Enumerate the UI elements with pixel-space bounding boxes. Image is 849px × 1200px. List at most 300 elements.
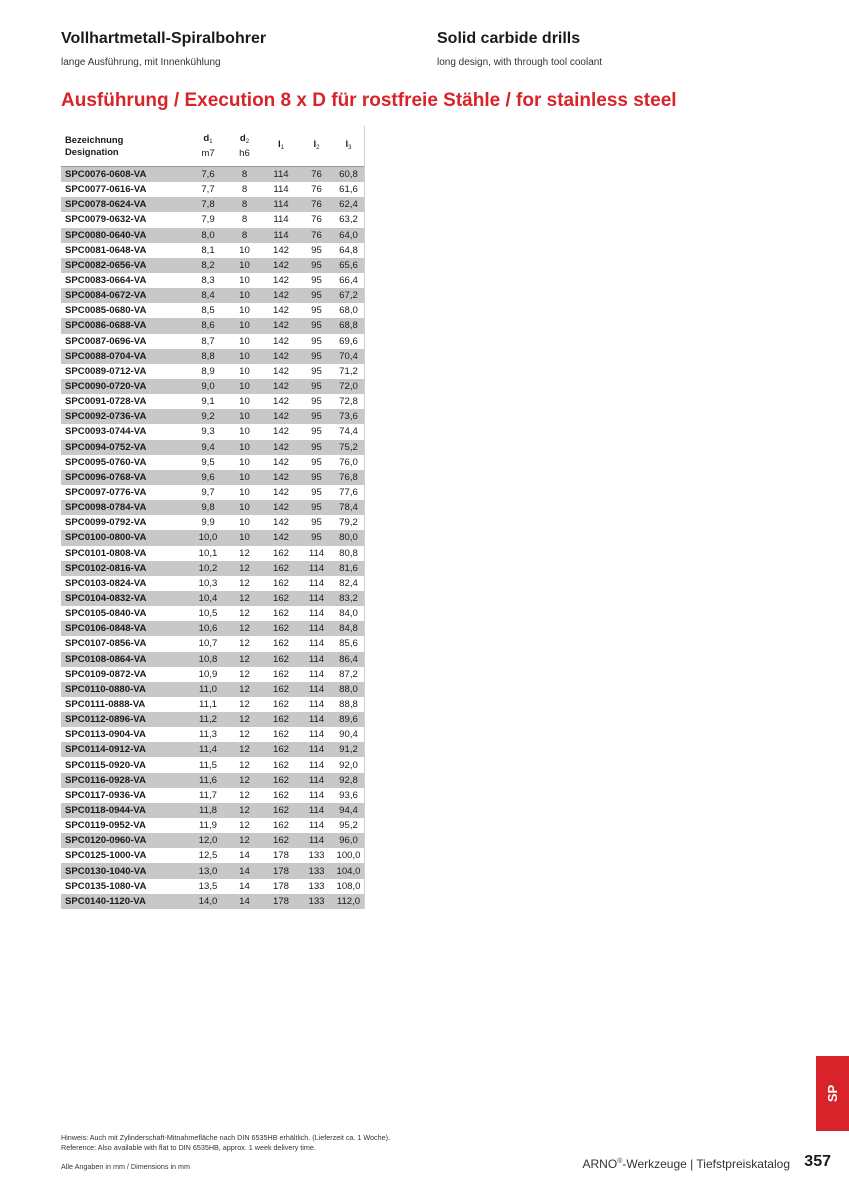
cell-d2: 10 — [227, 288, 262, 303]
cell-d1: 9,4 — [189, 440, 227, 455]
cell-l3: 92,8 — [333, 773, 364, 788]
cell-l3: 84,8 — [333, 621, 364, 636]
cell-designation: SPC0081-0648-VA — [65, 244, 147, 256]
table-row — [61, 258, 364, 273]
footer-brand: ARNO®-Werkzeuge | Tiefstpreiskatalog — [582, 1157, 790, 1171]
cell-designation: SPC0099-0792-VA — [65, 517, 147, 529]
table-row — [61, 894, 364, 909]
cell-designation: SPC0076-0608-VA — [61, 167, 189, 183]
product-table-container — [61, 126, 365, 909]
cell-d2: 14 — [239, 880, 250, 892]
cell-d2: 12 — [227, 833, 262, 848]
cell-l3: 74,4 — [339, 426, 358, 438]
cell-designation: SPC0111-0888-VA — [65, 698, 146, 710]
table-row — [61, 424, 364, 439]
cell-l1: 142 — [262, 500, 300, 515]
table-row — [61, 273, 364, 288]
cell-l3: 86,4 — [333, 652, 364, 667]
cell-l3: 108,0 — [336, 880, 361, 892]
cell-d1: 14,0 — [189, 894, 227, 909]
cell-designation: SPC0100-0800-VA — [61, 530, 189, 545]
cell-l2: 95 — [300, 349, 333, 364]
table-row — [61, 500, 364, 515]
table-row — [61, 591, 364, 606]
cell-d1: 8,8 — [189, 349, 227, 364]
hint-german: Hinweis: Auch mit Zylinderschaft-Mitnahmefläche nach DIN 6535HB erhältlich. (Lieferzeit ca. 1 Woche). — [61, 1133, 391, 1142]
cell-d1: 11,1 — [199, 698, 217, 710]
cell-d1: 9,8 — [189, 500, 227, 515]
cell-d2: 12 — [239, 668, 250, 680]
cell-l3: 81,6 — [333, 561, 364, 576]
cell-l1: 162 — [272, 668, 289, 680]
cell-designation: SPC0102-0816-VA — [61, 561, 189, 576]
header-d1: $d_1$ m7 — [189, 126, 227, 167]
cell-l3: 83,2 — [333, 591, 364, 606]
cell-l1: 142 — [272, 426, 289, 438]
cell-d1: 11,7 — [199, 789, 217, 801]
cell-d1: 9,2 — [189, 409, 227, 424]
cell-d2: 10 — [227, 470, 262, 485]
subtitle-german: lange Ausführung, mit Innenkühlung — [61, 57, 221, 68]
table-row — [61, 848, 364, 863]
cell-designation: SPC0078-0624-VA — [61, 197, 189, 212]
cell-designation: SPC0096-0768-VA — [61, 470, 189, 485]
table-row — [61, 530, 364, 545]
cell-d1: 8,2 — [189, 258, 227, 273]
cell-d1: 10,9 — [198, 668, 218, 680]
cell-designation: SPC0084-0672-VA — [61, 288, 189, 303]
cell-d2: 10 — [227, 440, 262, 455]
cell-d2: 8 — [241, 214, 248, 226]
cell-d1: 9,3 — [201, 426, 215, 438]
cell-d2: 12 — [227, 561, 262, 576]
cell-l1: 162 — [272, 608, 289, 620]
cell-d2: 10 — [239, 456, 250, 468]
cell-designation: SPC0082-0656-VA — [61, 258, 189, 273]
cell-d2: 8 — [227, 167, 262, 183]
table-row — [61, 636, 364, 651]
cell-d1: 10,3 — [198, 577, 218, 589]
table-row — [61, 409, 364, 424]
cell-designation: SPC0125-1000-VA — [65, 850, 147, 862]
cell-l1: 142 — [272, 456, 289, 468]
cell-l3: 80,0 — [333, 530, 364, 545]
cell-d2: 14 — [227, 894, 262, 909]
table-row — [61, 682, 364, 697]
table-row — [61, 182, 364, 197]
cell-d1: 7,6 — [189, 167, 227, 183]
cell-d2: 10 — [239, 487, 250, 499]
cell-l2: 114 — [300, 591, 333, 606]
cell-d2: 12 — [227, 682, 262, 697]
cell-l1: 142 — [272, 487, 289, 499]
cell-l1: 162 — [272, 759, 289, 771]
cell-designation: SPC0113-0904-VA — [65, 729, 146, 741]
cell-d2: 12 — [227, 652, 262, 667]
cell-l1: 178 — [272, 850, 289, 862]
cell-designation: SPC0108-0864-VA — [61, 652, 189, 667]
cell-l3: 79,2 — [339, 517, 358, 529]
cell-l1: 142 — [272, 365, 289, 377]
cell-d1: 8,0 — [189, 228, 227, 243]
cell-d2: 12 — [239, 789, 250, 801]
cell-l2: 95 — [311, 365, 322, 377]
cell-designation: SPC0091-0728-VA — [65, 396, 147, 408]
cell-l2: 95 — [300, 440, 333, 455]
cell-d2: 10 — [239, 335, 250, 347]
table-row — [61, 228, 364, 243]
cell-l1: 162 — [272, 729, 289, 741]
cell-l3: 80,8 — [339, 547, 358, 559]
cell-d1: 10,8 — [189, 652, 227, 667]
cell-designation: SPC0116-0928-VA — [61, 773, 189, 788]
cell-l1: 142 — [262, 318, 300, 333]
cell-designation: SPC0079-0632-VA — [65, 214, 147, 226]
table-row — [61, 576, 364, 591]
cell-d2: 10 — [239, 244, 250, 256]
cell-d1: 10,4 — [189, 591, 227, 606]
cell-d2: 8 — [227, 197, 262, 212]
cell-d1: 8,1 — [201, 244, 215, 256]
cell-d2: 12 — [239, 547, 250, 559]
cell-designation: SPC0077-0616-VA — [65, 184, 147, 196]
table-row — [61, 197, 364, 212]
cell-designation: SPC0114-0912-VA — [61, 742, 189, 757]
cell-designation: SPC0109-0872-VA — [65, 668, 147, 680]
table-row — [61, 697, 364, 712]
cell-d2: 14 — [239, 850, 250, 862]
cell-designation: SPC0089-0712-VA — [65, 365, 147, 377]
cell-d2: 10 — [227, 318, 262, 333]
cell-l1: 142 — [272, 244, 289, 256]
cell-d2: 12 — [227, 712, 262, 727]
cell-l2: 114 — [308, 820, 325, 832]
cell-l3: 104,0 — [333, 863, 364, 878]
cell-d1: 12,0 — [189, 833, 227, 848]
cell-l3: 100,0 — [336, 850, 361, 862]
cell-l3: 92,0 — [339, 759, 358, 771]
cell-l1: 162 — [262, 682, 300, 697]
table-row — [61, 167, 364, 183]
cell-l3: 73,6 — [333, 409, 364, 424]
cell-designation: SPC0119-0952-VA — [65, 820, 146, 832]
cell-l3: 63,2 — [339, 214, 358, 226]
cell-designation: SPC0135-1080-VA — [65, 880, 147, 892]
cell-d2: 12 — [239, 638, 250, 650]
cell-designation: SPC0088-0704-VA — [61, 349, 189, 364]
cell-d1: 9,6 — [189, 470, 227, 485]
table-row — [61, 788, 364, 803]
cell-d2: 10 — [239, 517, 250, 529]
cell-d2: 12 — [227, 742, 262, 757]
cell-l2: 114 — [300, 652, 333, 667]
table-row — [61, 667, 364, 682]
table-row — [61, 621, 364, 636]
cell-designation: SPC0120-0960-VA — [61, 833, 189, 848]
cell-d1: 12,5 — [198, 850, 218, 862]
cell-l2: 114 — [308, 668, 325, 680]
cell-l1: 162 — [262, 652, 300, 667]
cell-d2: 12 — [239, 608, 250, 620]
cell-d1: 11,5 — [199, 759, 217, 771]
cell-l2: 133 — [300, 894, 333, 909]
cell-l1: 142 — [272, 335, 289, 347]
table-row — [61, 773, 364, 788]
cell-designation: SPC0117-0936-VA — [65, 789, 146, 801]
cell-d2: 12 — [227, 803, 262, 818]
cell-l1: 142 — [272, 275, 289, 287]
cell-d1: 10,7 — [198, 638, 218, 650]
cell-l3: 88,8 — [339, 698, 358, 710]
cell-l3: 66,4 — [339, 275, 358, 287]
cell-d2: 10 — [239, 365, 250, 377]
header-l2: $l_2$ — [300, 126, 333, 167]
cell-designation: SPC0085-0680-VA — [65, 305, 147, 317]
cell-l3: 76,0 — [339, 456, 358, 468]
cell-d2: 12 — [239, 577, 250, 589]
cell-d1: 8,7 — [201, 335, 215, 347]
cell-l3: 68,8 — [333, 318, 364, 333]
cell-l2: 76 — [300, 197, 333, 212]
cell-l2: 114 — [308, 759, 325, 771]
cell-l2: 95 — [300, 500, 333, 515]
cell-l1: 162 — [262, 591, 300, 606]
table-row — [61, 485, 364, 500]
table-row — [61, 863, 364, 878]
cell-l1: 142 — [262, 470, 300, 485]
cell-l3: 91,2 — [333, 742, 364, 757]
cell-designation: SPC0103-0824-VA — [65, 577, 147, 589]
header-l3: $l_3$ — [333, 126, 364, 167]
cell-designation: SPC0115-0920-VA — [65, 759, 146, 771]
cell-l2: 95 — [300, 530, 333, 545]
section-tab-label: SP — [825, 1084, 840, 1103]
cell-designation: SPC0097-0776-VA — [65, 487, 147, 499]
section-tab — [816, 1056, 849, 1131]
table-row — [61, 803, 364, 818]
cell-l2: 76 — [300, 167, 333, 183]
table-row — [61, 757, 364, 772]
cell-l3: 82,4 — [339, 577, 358, 589]
cell-l2: 114 — [300, 561, 333, 576]
cell-l1: 162 — [272, 577, 289, 589]
cell-l2: 114 — [308, 789, 325, 801]
cell-l2: 95 — [300, 258, 333, 273]
table-row — [61, 440, 364, 455]
cell-d1: 10,2 — [189, 561, 227, 576]
cell-l2: 95 — [300, 379, 333, 394]
cell-l3: 85,6 — [339, 638, 358, 650]
cell-l2: 114 — [308, 698, 325, 710]
cell-d1: 8,5 — [201, 305, 215, 317]
cell-l2: 114 — [300, 621, 333, 636]
cell-l3: 112,0 — [333, 894, 364, 909]
product-table — [61, 126, 364, 909]
cell-d1: 11,2 — [189, 712, 227, 727]
cell-l3: 72,0 — [333, 379, 364, 394]
cell-l3: 93,6 — [339, 789, 358, 801]
cell-l1: 142 — [262, 258, 300, 273]
cell-l2: 95 — [311, 335, 322, 347]
cell-designation: SPC0098-0784-VA — [61, 500, 189, 515]
cell-designation: SPC0092-0736-VA — [61, 409, 189, 424]
cell-d2: 10 — [239, 305, 250, 317]
cell-l2: 95 — [311, 244, 322, 256]
cell-d1: 7,7 — [201, 184, 215, 196]
table-row — [61, 243, 364, 258]
cell-designation: SPC0090-0720-VA — [61, 379, 189, 394]
cell-d1: 9,5 — [201, 456, 215, 468]
cell-d1: 8,6 — [189, 318, 227, 333]
cell-l2: 76 — [311, 184, 322, 196]
table-row — [61, 212, 364, 227]
cell-l3: 65,6 — [333, 258, 364, 273]
cell-d1: 13,0 — [189, 863, 227, 878]
cell-d2: 8 — [241, 184, 248, 196]
cell-d1: 11,6 — [189, 773, 227, 788]
table-row — [61, 318, 364, 333]
table-header-row — [61, 126, 364, 167]
cell-l2: 95 — [311, 426, 322, 438]
cell-l3: 61,6 — [339, 184, 358, 196]
cell-l3: 89,6 — [333, 712, 364, 727]
cell-l2: 76 — [311, 214, 322, 226]
cell-designation: SPC0118-0944-VA — [61, 803, 189, 818]
cell-l1: 162 — [272, 820, 289, 832]
cell-d1: 10,1 — [198, 547, 218, 559]
cell-l1: 142 — [262, 288, 300, 303]
cell-d1: 7,8 — [189, 197, 227, 212]
cell-d2: 10 — [227, 500, 262, 515]
cell-d1: 7,9 — [201, 214, 215, 226]
cell-designation: SPC0107-0856-VA — [65, 638, 147, 650]
cell-l1: 142 — [272, 517, 289, 529]
cell-l2: 95 — [311, 275, 322, 287]
cell-l3: 60,8 — [333, 167, 364, 183]
cell-l2: 95 — [300, 318, 333, 333]
cell-l1: 114 — [262, 197, 300, 212]
table-row — [61, 470, 364, 485]
cell-l1: 162 — [262, 712, 300, 727]
cell-l2: 114 — [308, 577, 325, 589]
cell-l1: 114 — [262, 228, 300, 243]
cell-l2: 114 — [308, 729, 325, 741]
table-row — [61, 303, 364, 318]
table-row — [61, 727, 364, 742]
cell-l2: 114 — [308, 638, 325, 650]
cell-l1: 162 — [262, 742, 300, 757]
cell-l2: 114 — [300, 742, 333, 757]
table-row — [61, 712, 364, 727]
cell-l3: 68,0 — [339, 305, 358, 317]
cell-l3: 90,4 — [339, 729, 358, 741]
cell-l1: 178 — [262, 863, 300, 878]
cell-l2: 114 — [300, 803, 333, 818]
cell-d1: 10,6 — [189, 621, 227, 636]
cell-l2: 76 — [300, 228, 333, 243]
table-row — [61, 379, 364, 394]
table-row — [61, 606, 364, 621]
cell-designation: SPC0095-0760-VA — [65, 456, 147, 468]
header-designation: Bezeichnung Designation — [61, 126, 189, 167]
cell-l2: 114 — [300, 773, 333, 788]
cell-designation: SPC0093-0744-VA — [65, 426, 147, 438]
cell-designation: SPC0101-0808-VA — [65, 547, 147, 559]
cell-l1: 178 — [262, 894, 300, 909]
cell-designation: SPC0104-0832-VA — [61, 591, 189, 606]
cell-l1: 114 — [273, 214, 289, 226]
cell-d2: 10 — [239, 396, 250, 408]
cell-l2: 114 — [300, 712, 333, 727]
cell-l3: 96,0 — [333, 833, 364, 848]
cell-l2: 133 — [308, 850, 325, 862]
cell-l3: 87,2 — [339, 668, 358, 680]
cell-l1: 162 — [262, 833, 300, 848]
cell-d2: 10 — [239, 426, 250, 438]
cell-d1: 9,9 — [201, 517, 215, 529]
cell-d1: 10,5 — [198, 608, 218, 620]
cell-designation: SPC0080-0640-VA — [61, 228, 189, 243]
table-row — [61, 334, 364, 349]
cell-l1: 142 — [272, 305, 289, 317]
cell-l3: 72,8 — [339, 396, 358, 408]
page-number: 357 — [804, 1153, 831, 1170]
cell-l1: 142 — [262, 409, 300, 424]
header-l1: $l_1$ — [262, 126, 300, 167]
cell-d1: 10,0 — [189, 530, 227, 545]
table-row — [61, 652, 364, 667]
table-row — [61, 561, 364, 576]
table-row — [61, 818, 364, 833]
cell-l2: 95 — [300, 288, 333, 303]
cell-l2: 114 — [300, 682, 333, 697]
cell-l1: 114 — [262, 167, 300, 183]
cell-l3: 71,2 — [339, 365, 358, 377]
cell-l2: 95 — [300, 470, 333, 485]
cell-l2: 114 — [308, 608, 325, 620]
cell-d1: 11,8 — [189, 803, 227, 818]
cell-l3: 75,2 — [333, 440, 364, 455]
cell-d1: 13,5 — [198, 880, 218, 892]
cell-d2: 12 — [239, 759, 250, 771]
cell-d1: 11,4 — [189, 742, 227, 757]
cell-designation: SPC0106-0848-VA — [61, 621, 189, 636]
subtitle-english: long design, with through tool coolant — [437, 57, 603, 68]
cell-l3: 64,0 — [333, 228, 364, 243]
cell-l3: 76,8 — [333, 470, 364, 485]
title-english: Solid carbide drills — [437, 30, 581, 47]
cell-designation: SPC0112-0896-VA — [61, 712, 189, 727]
cell-d2: 10 — [239, 275, 250, 287]
cell-l3: 69,6 — [339, 335, 358, 347]
cell-l1: 178 — [272, 880, 289, 892]
cell-l2: 95 — [311, 517, 322, 529]
cell-d1: 9,1 — [201, 396, 215, 408]
cell-d2: 12 — [239, 698, 250, 710]
cell-l1: 162 — [272, 547, 289, 559]
cell-l2: 95 — [311, 305, 322, 317]
cell-d2: 12 — [239, 820, 250, 832]
cell-d2: 12 — [227, 591, 262, 606]
cell-l3: 64,8 — [339, 244, 358, 256]
cell-d1: 11,0 — [189, 682, 227, 697]
units-note: Alle Angaben in mm / Dimensions in mm — [61, 1162, 191, 1171]
cell-designation: SPC0110-0880-VA — [61, 682, 189, 697]
cell-l1: 162 — [272, 638, 289, 650]
cell-l2: 114 — [308, 547, 325, 559]
cell-d2: 10 — [227, 349, 262, 364]
table-row — [61, 288, 364, 303]
